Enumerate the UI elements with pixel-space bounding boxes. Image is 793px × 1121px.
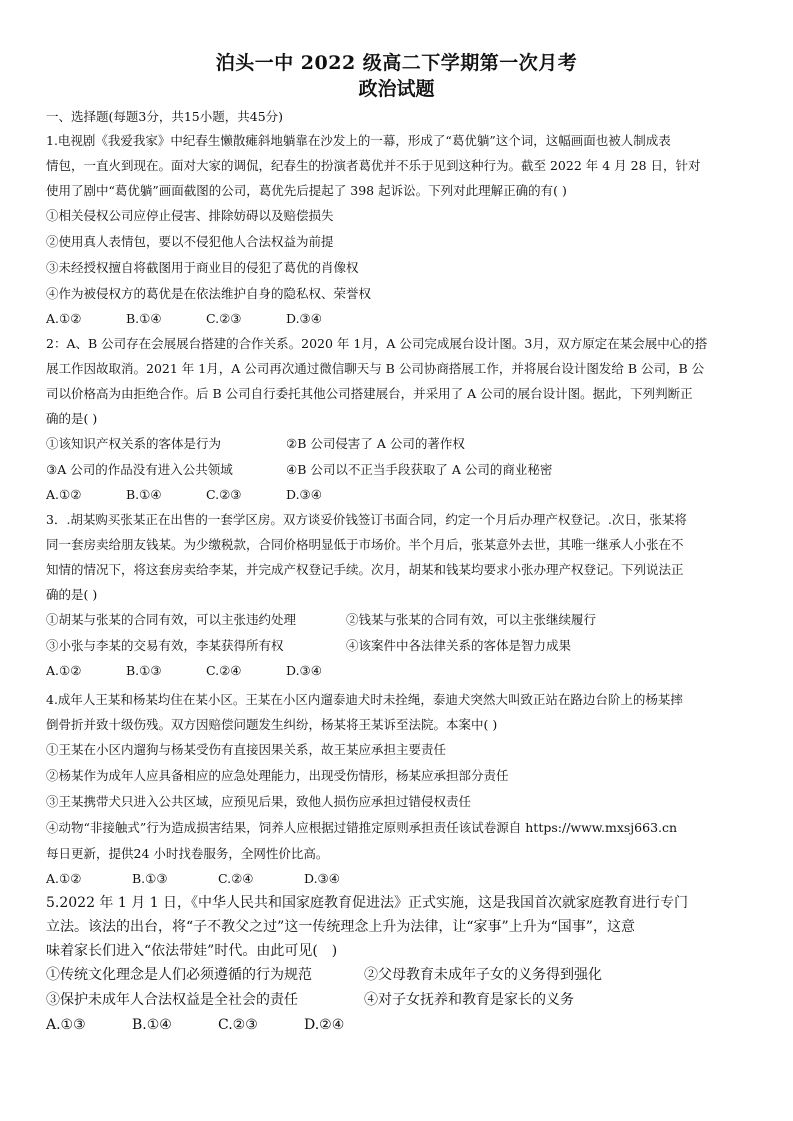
answer-choice: A.①② (46, 871, 82, 886)
answer-choice: C.②④ (218, 871, 254, 886)
option-item: ①相关侵权公司应停止侵害、排除妨碍以及赔偿损失 (46, 208, 334, 223)
answer-choice: A.①② (46, 487, 82, 502)
question-stem-line: 1.电视剧《我爱我家》中纪春生懒散瘫斜地躺靠在沙发上的一幕，形成了“葛优躺”这个词，这幅画面也被人制成表 (46, 133, 671, 148)
question-2 (46, 331, 747, 507)
option-row (46, 457, 747, 483)
answer-choices (46, 483, 747, 507)
option-item: ④B 公司以不正当手段获取了 A 公司的商业秘密 (286, 462, 553, 477)
answer-choice: C.②③ (218, 1017, 258, 1033)
question-stem-line: 司以价格高为由拒绝合作。后 B 公司自行委托其他公司搭建展台，并采用了 A 公司的展台设计图。据此，下列判断正 (46, 386, 693, 401)
question-stem-line: 同一套房卖给朋友钱某。为少缴税款，合同价格明显低于市场价。半个月后，张某意外去世，其唯一继承人小张在不 (46, 537, 684, 552)
option-item: ①胡某与张某的合同有效，可以主张违约处理 (46, 612, 297, 627)
option-item: ③未经授权擅自将截图用于商业目的侵犯了葛优的肖像权 (46, 260, 359, 275)
answer-choice: B.①③ (126, 663, 162, 678)
answer-choice: A.①③ (46, 1017, 86, 1033)
question-stem-line: 立法。该法的出台，将“子不教父之过”这一传统理念上升为法律，让“家事”上升为“国事”，这意 (46, 919, 635, 935)
answer-choices (46, 867, 747, 891)
answer-choice: D.③④ (286, 311, 322, 326)
answer-choice: D.③④ (286, 663, 322, 678)
option-item: ②杨某作为成年人应具备相应的应急处理能力，出现受伤情形，杨某应承担部分责任 (46, 768, 509, 783)
option-item: ④对子女抚养和教育是家长的义务 (364, 992, 574, 1008)
answer-choice: C.②③ (206, 311, 242, 326)
answer-choices (46, 659, 747, 683)
question-stem-line: 4.成年人王某和杨某均住在某小区。王某在小区内遛泰迪犬时未拴绳，泰迪犬突然大叫致正站在路边台阶上的杨某摔 (46, 692, 683, 707)
option-row (46, 607, 747, 633)
answer-choice: B.①④ (132, 1017, 172, 1033)
option-item: ④作为被侵权方的葛优是在依法维护自身的隐私权、荣誉权 (46, 286, 372, 301)
answer-choice: B.①④ (126, 487, 162, 502)
option-item: ③小张与李某的交易有效，李某获得所有权 (46, 638, 284, 653)
question-5 (46, 891, 747, 1037)
option-item: ④动物“非接触式”行为造成损害结果，饲养人应根据过错推定原则承担责任该试卷源自 https://www.mxsj663.cn (46, 820, 678, 835)
question-stem-line: 使用了剧中“葛优躺”画面截图的公司，葛优先后提起了 398 起诉讼。下列对此理解正确的有( ) (46, 183, 567, 198)
answer-choice: B.①④ (126, 311, 162, 326)
question-stem-line: 确的是( ) (46, 587, 98, 602)
option-item: ①传统文化理念是人们必须遵循的行为规范 (46, 967, 312, 983)
question-stem-line: 情包，一直火到现在。面对大家的调侃，纪春生的扮演者葛优并不乐于见到这种行为。截至 2022 年 4 月 28 日，针对 (46, 158, 701, 173)
answer-choice: C.②④ (206, 663, 242, 678)
option-item: ②B 公司侵害了 A 公司的著作权 (286, 436, 465, 451)
exam-title: 泊头一中 2022 级高二下学期第一次月考 (215, 52, 578, 74)
option-item: ③A 公司的作品没有进入公共领域 (46, 462, 233, 477)
answer-choice: B.①③ (132, 871, 168, 886)
option-item: ②父母教育未成年子女的义务得到强化 (364, 967, 602, 983)
option-item: ①王某在小区内遛狗与杨某受伤有直接因果关系，故王某应承担主要责任 (46, 742, 447, 757)
question-stem-line: 知情的情况下，将这套房卖给李某，并完成产权登记手续。次月，胡某和钱某均要求小张办理产权登记。下列说法正 (46, 562, 684, 577)
question-stem-line: 展工作因故取消。2021 年 1月，A 公司再次通过微信聊天与 B 公司协商搭展工作，并将展台设计图发给 B 公司，B 公 (46, 361, 705, 376)
question-1 (46, 128, 747, 331)
option-row (46, 431, 747, 457)
option-item: ③王某携带犬只进入公共区域，应预见后果，致他人损伤应承担过错侵权责任 (46, 794, 472, 809)
answer-choices (46, 307, 747, 331)
answer-choice: A.①② (46, 663, 82, 678)
answer-choice: D.②④ (304, 1017, 345, 1033)
question-stem-line: 倒骨折并致十级伤残。双方因赔偿问题发生纠纷，杨某将王某诉至法院。本案中( ) (46, 717, 498, 732)
answer-choice: A.①② (46, 311, 82, 326)
answer-choice: D.③④ (304, 871, 340, 886)
question-stem-line: 2：A、B 公司存在会展展台搭建的合作关系。2020 年 1月，A 公司完成展台设计图。3月，双方原定在某会展中心的搭 (46, 336, 708, 351)
option-item: ④该案件中各法律关系的客体是智力成果 (346, 638, 572, 653)
question-stem-line: 确的是( ) (46, 411, 98, 426)
answer-choice: D.③④ (286, 487, 322, 502)
option-item: 每日更新，提供24 小时找卷服务，全网性价比高。 (46, 846, 329, 861)
question-stem-line: 3．.胡某购买张某正在出售的一套学区房。双方谈妥价钱签订书面合同，约定一个月后办理产权登记。.次日，张某将 (46, 512, 687, 527)
question-3 (46, 507, 747, 683)
option-row (46, 963, 747, 988)
answer-choice: C.②③ (206, 487, 242, 502)
question-4 (46, 687, 747, 891)
answer-choices (46, 1013, 747, 1037)
option-item: ②钱某与张某的合同有效，可以主张继续履行 (346, 612, 597, 627)
option-item: ③保护未成年人合法权益是全社会的责任 (46, 992, 298, 1008)
option-item: ①该知识产权关系的客体是行为 (46, 436, 222, 451)
exam-subtitle: 政治试题 (358, 78, 435, 100)
option-row (46, 633, 747, 659)
question-stem-line: 5.2022 年 1 月 1 日，《中华人民共和国家庭教育促进法》正式实施，这是我国首次就家庭教育进行专门 (46, 895, 689, 911)
section-heading: 一、选择题(每题3分，共15小题，共45分) (46, 109, 284, 124)
question-stem-line: 味着家长们进入“依法带娃”时代。由此可见( ) (46, 943, 338, 959)
option-row (46, 988, 747, 1013)
option-item: ②使用真人表情包，要以不侵犯他人合法权益为前提 (46, 234, 334, 249)
